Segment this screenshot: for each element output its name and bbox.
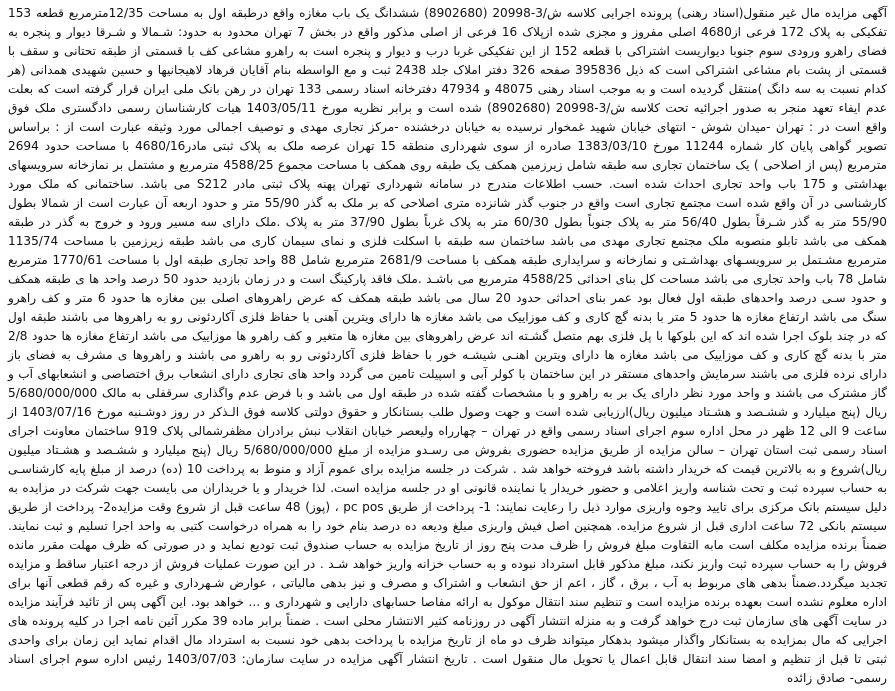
notice-body-text: آگهی مزایده مال غیر منقول(اسناد رهنی) پرونده اجرایی کلاسه ش/3-20998 (8902680) ششدانگ یک باب مغازه واقع درطبقه اول به مساحت 12/35مترمربع قطعه 153 تفکیکی به پلاک 172 فرعی از4680 اصلی مفروز و مجزی شده ازپلاک 16 فرعی از اصلی مذکور واقع در بخش 7 تهران محدود به حدود: شـمالا و شـرقا دیوار و پنجره به فضای راهرو ورودی سوم جنوبا دیواریست اشتراکی با قطعه 152 از این تفکیکی غربا درب و دیوار و پنجره است به راهرو مشاعی کف با قسمتی از طبقه تحتانی و سقف با قسمتی از پشت بام مشاعی اشتراکی است که ذیل 395836 صفحه 326 دفتر املاک جلد 2438 ثبت و مع الواسطه بنام آقایان فرهاد لاهیجانیها و حسین شهیدی همدانی (هر کدام نسبت به سه دانگ )منتقل گردیده است و به موجب اسناد رهنی 48075 و 47934 دفترخانه اسناد رسمی 133 تهران در رهن بانک ملی ایران قرار گرفته است که بعلت عدم ایفاء تعهد منجر به صدور اجرائیه تحت کلاسه ش/3-20998 (8902680) شده است و برابر نظریه مورخ 1403/05/11 هیات کارشناسان رسمی دادگستری ملک فوق واقع است در : تهران -میدان شوش - انتهای خیابان شهید غمخوار نرسیده به خیابان درخشنده -مرکز تجاری مهدی و توصیف اجمالی مورد وثیقه عبارت است از : براساس تصویر گواهی پایان کار شماره 11244 مورخ 1383/03/10 صادره از سوی شهرداری منطقه 15 تهران عرصه ملک به پلاک ثبتی مادر4680/16 با مساحت حدود 2694 مترمربع (پس از اصلاحی ) یک ساختمان تجاری سه طبقه شامل زیرزمین همکف یک طبقه روی همکف با مساحت مجموع 4588/25 مترمربع و مشتمل بر نمازخانه سرویسهای بهداشتی و 175 باب واحد تجاری احداث شده است. حسب اطلاعات مندرج در سامانه شهرداری تهران پهنه پلاک ثبتی مادر S212 می باشد. ساختمانی که ملک مورد کارشناسی در آن واقع شده است مجتمع تجاری است واقع در جنوب گذر شانزده متری اصلاحی که بر ملک به گذر 55/90 متر و حدود اربعه آن عبارت است از شمالا بطول 55/90 متر به گذر شـرقاً بطول 56/40 متر به پلاک جنوباً بطول 60/30 متر به پلاک غرباً بطول 37/90 متر به پلاک .ملک دارای سه مسیر ورود و خروج به گذر در طبقه همکف می باشد تابلو منصوبه ملک مجتمع تجاری مهدی می باشد ساختمان سه طبقه با اسکلت فلزی و نمای سیمان کاری می باشد طبقه زیرزمین با مساحت 1135/74 مترمربع مشـتمل بر سرویسـهای بهداشـتی و نمازخانه و سرایداری طبقه همکف با مساحت 2681/9 مترمربع شامل 88 واحد تجاری طبقه اول با مساحت 1770/61 مترمربع شامل 78 باب واحد تجاری می باشد مساحت کل بنای احداثی 4588/25 مترمربع می باشـد .ملک فاقد پارکینگ است و در زمان بازدید حدود 50 درصد واحد ها ی طبقه همکف و حدود سـی درصد واحدهای طبقه اول فعال بود عمر بنای احداثی حدود 20 سال می باشد طبقه همکف که عرض راهروهای اصلی بین مغازه ها حدود 6 متر و کف راهرو سنگ می باشد ارتفاع مغازه ها حدود 5 متر با بدنه گچ کاری و کف موزاییک می باشد مغازه ها دارای ویترین آهنی با حفاظ فلزی آکاردئونی رو به راهروها می باشند طبقه اول که در چند بلوک اجرا شده اند که این بلوکها با پل فلزی بهم متصل گشـته اند عرض راهروهای بین مغازه ها متغیر و کف راهرو ها موزاییک می باشد ارتفاع مغازه ها حدود 2/8 متر با بدنه گچ کاری و کف موزاییک می باشد مغازه ها دارای ویترین اهنـی شیشـه خور با حفاظ فلزی آکاردئونی رو به راهرو می باشند و راهروها ی مشرف به فضای باز دارای نرده فلزی می باشند سرمایش واحدهای مستقر در این ساختمان با کولر آبی و اسپیلت تامین می گردد واحد های تجاری دارای انشعاب برق اختصاصی و انشعابهای آب و گاز مشترک می باشند و واحد مورد نظر دارای یک بر به راهرو و با مشخصات گفته شده در طبقه اول می باشد و با فرض عدم واگذاری سرقفلی به مالک 5/680/000/000 ریال (پنج میلیارد و ششـصد و هشـتاد میلیون ریال)ارزیابی شده است و جهت وصول طلب بستانکار و حقوق دولتی کلاسه فوق الـذکر در روز دوشـنبه مورخ 1403/07/16 از ساعت 9 الی 12 ظهر در محل اداره سوم اجرای اسناد رسمی واقع در تهران – چهارراه ولیعصر خیابان انقلاب نبش برادران مظفرشمالی پلاک 919 ساختمان معاونت اجرای اسناد رسمی ثبت استان تهران – سالن مزایده از طریق مزایده حضوری بفروش می رسـدو مزایده از مبلغ 5/680/000/000 ریال (پنج میلیارد و ششـصد و هشـتاد میلیون ریال)شروع و به بالاترین قیمت که خریدار داشته باشد فروخته خواهد شد . شرکت در جلسه مزایده برای عموم آزاد و منوط به پرداخت 10 (ده) درصد از مبلغ پایه کارشناسـی به حساب سپرده ثبت و تحت شناسه واریز اعلامی و حضور خریدار یا نماینده قانونی او در جلسه مزایده است. لذا خریدار و یا خریداران می بایست جهت شرکت در مزایده به دلیل سیستم بانک مرکزی برای تایید وجوه واریزی موارد ذیل را رعایت نمایند: 1- پرداخت از طریق pc pos ، (پوز) 48 ساعت قبل از شروع وقت مزایده2- پرداخت از طریق سیستم بانکی 72 ساعت اداری قبل از شروع مزایده. همچنین اصل فیش واریزی مبلغ ودیعه ده درصد بنام خود را به همراه درخواست کتبی به واحد اجرا تسلیم و ثبت نمایند. ضمناً برنده مزایده مکلف است مابه التفاوت مبلغ فروش را ظرف مدت پنج روز از تاریخ مزایده به حساب صندوق ثبت تودیع نماید و در صورتی که ظرف مهلت مقرر مانده فروش را به حساب سپرده ثبت واریز نکند، مبلغ مذکور قابل استرداد نبوده و به حساب خزانه واریز خواهد شـد . در این صورت عملیات فروش از درجه اعتبار ساقط و مزایده تجدید میگردد.ضمناً بدهی های مربوط به آب ، برق ، گاز ، اعم از حق انشعاب و اشتراک و مصرف و نیز بدهی مالیاتی ، عوارض شـهرداری و غیره که رقم قطعی آنها برای اداره معلوم نشده است بعهده برنده مزایده است و تنظیم سند انتقال موکول به ارائه مفاصا حسابهای دارایی و شهرداری و ... خواهد بود. این آگهی پس از تائید فرآیند مزایده در سایت آگهی های سازمان ثبت درج خواهد گرفت و به منزله انتشار آگهی در روزنامه کثیر الانتشار محلی است . ضمناً برابر ماده 39 مکرر آئین نامه اجرا در کلیه پرونده های اجرایی که مال بمزایده به بستانکار واگذار میشود بدهکار میتواند ظرف دو ماه از تاریخ مزایده با پرداخت بدهی خود نسبت به استرداد مال اقدام نماید این زمان برای واحدی ثبتی تا قبل از تنظیم و امضا سند انتقال قابل اعمال یا تحویل مال منقول است . تاریخ انتشار آگهی مزایده در سایت سازمان: 1403/07/03 رئیس اداره سوم اجرای اسناد رسمی- صادق زائده: [8, 6, 888, 685]
